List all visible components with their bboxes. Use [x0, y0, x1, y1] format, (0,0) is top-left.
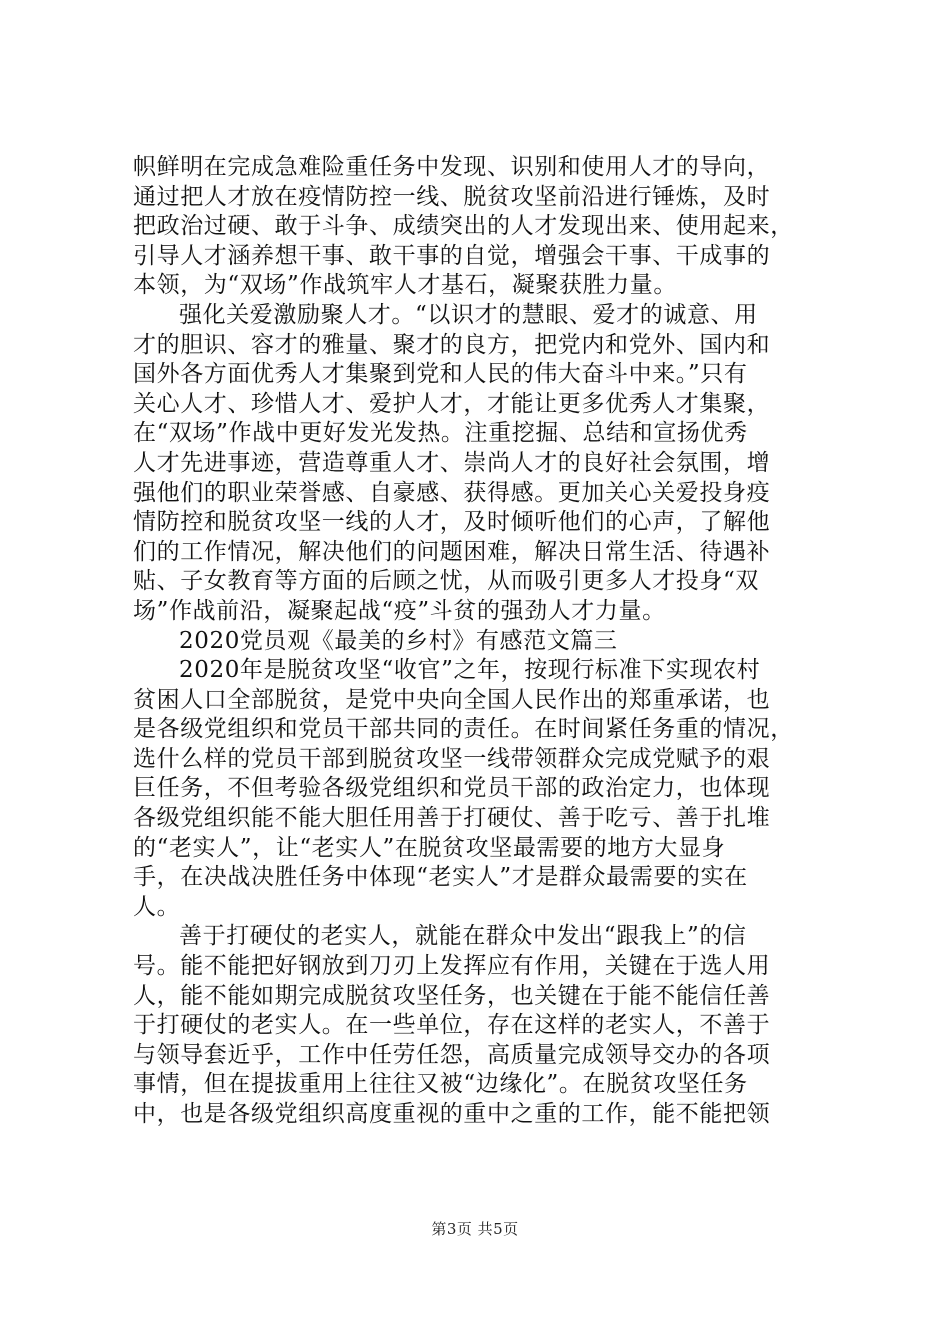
text-line: 贴、子女教育等方面的后顾之忧，从而吸引更多人才投身“双 [133, 568, 759, 595]
text-line: 把政治过硬、敢于斗争、成绩突出的人才发现出来、使用起来， [133, 213, 794, 240]
text-line: 与领导套近乎，工作中任劳任怨，高质量完成领导交办的各项 [133, 1041, 771, 1068]
text-line: 们的工作情况，解决他们的问题困难，解决日常生活、待遇补 [133, 538, 771, 565]
text-line: 情防控和脱贫攻坚一线的人才，及时倾听他们的心声，了解他 [133, 509, 771, 536]
text-line: 关心人才、珍惜人才、爱护人才，才能让更多优秀人才集聚， [133, 390, 771, 417]
text-line: 事情，但在提拔重用上往往又被“边缘化”。在脱贫攻坚任务 [133, 1071, 748, 1098]
text-line: 是各级党组织和党员干部共同的责任。在时间紧任务重的情况， [133, 716, 794, 743]
text-line: 于打硬仗的老实人。在一些单位，存在这样的老实人，不善于 [133, 1012, 771, 1039]
text-line: 的“老实人”，让“老实人”在脱贫攻坚最需要的地方大显身 [133, 834, 726, 861]
text-line: 在“双场”作战中更好发光发热。注重挖掘、总结和宣扬优秀 [133, 420, 748, 447]
text-line: 国外各方面优秀人才集聚到党和人民的伟大奋斗中来。”只有 [133, 361, 748, 388]
text-line: 选什么样的党员干部到脱贫攻坚一线带领群众完成党赋予的艰 [133, 745, 771, 772]
text-line: 场”作战前沿，凝聚起战“疫”斗贫的强劲人才力量。 [133, 597, 666, 624]
text-line: 才的胆识、容才的雅量、聚才的良方，把党内和党外、国内和 [133, 331, 771, 358]
text-line: 2020党员观《最美的乡村》有感范文篇三 [179, 627, 618, 654]
text-line: 人才先进事迹，营造尊重人才、崇尚人才的良好社会氛围，增 [133, 449, 771, 476]
text-line: 帜鲜明在完成急难险重任务中发现、识别和使用人才的导向， [133, 154, 771, 180]
text-line: 人。 [133, 893, 181, 920]
text-line: 强化关爱激励聚人才。“以识才的慧眼、爱才的诚意、用 [179, 301, 758, 328]
text-line: 强他们的职业荣誉感、自豪感、获得感。更加关心关爱投身疫 [133, 479, 771, 506]
text-line: 号。能不能把好钢放到刀刃上发挥应有作用，关键在于选人用 [133, 953, 771, 980]
text-line: 2020年是脱贫攻坚“收官”之年，按现行标准下实现农村 [179, 657, 761, 684]
text-line: 中，也是各级党组织高度重视的重中之重的工作，能不能把领 [133, 1101, 771, 1127]
text-line: 各级党组织能不能大胆任用善于打硬仗、善于吃亏、善于扎堆 [133, 805, 771, 832]
text-line: 引导人才涵养想干事、敢干事的自觉，增强会干事、干成事的 [133, 242, 771, 269]
text-line: 通过把人才放在疫情防控一线、脱贫攻坚前沿进行锤炼，及时 [133, 183, 771, 210]
text-line: 手，在决战决胜任务中体现“老实人”才是群众最需要的实在 [133, 864, 748, 891]
text-line: 人，能不能如期完成脱贫攻坚任务，也关键在于能不能信任善 [133, 982, 771, 1009]
page-number-footer: 第3页 共5页 [431, 1220, 519, 1238]
text-line: 善于打硬仗的老实人，就能在群众中发出“跟我上”的信 [179, 923, 747, 950]
text-line: 贫困人口全部脱贫，是党中央向全国人民作出的郑重承诺，也 [133, 686, 771, 713]
document-body [133, 153, 833, 1130]
text-line: 巨任务，不但考验各级党组织和党员干部的政治定力，也体现 [133, 775, 771, 802]
text-line: 本领，为“双场”作战筑牢人才基石，凝聚获胜力量。 [133, 272, 677, 299]
